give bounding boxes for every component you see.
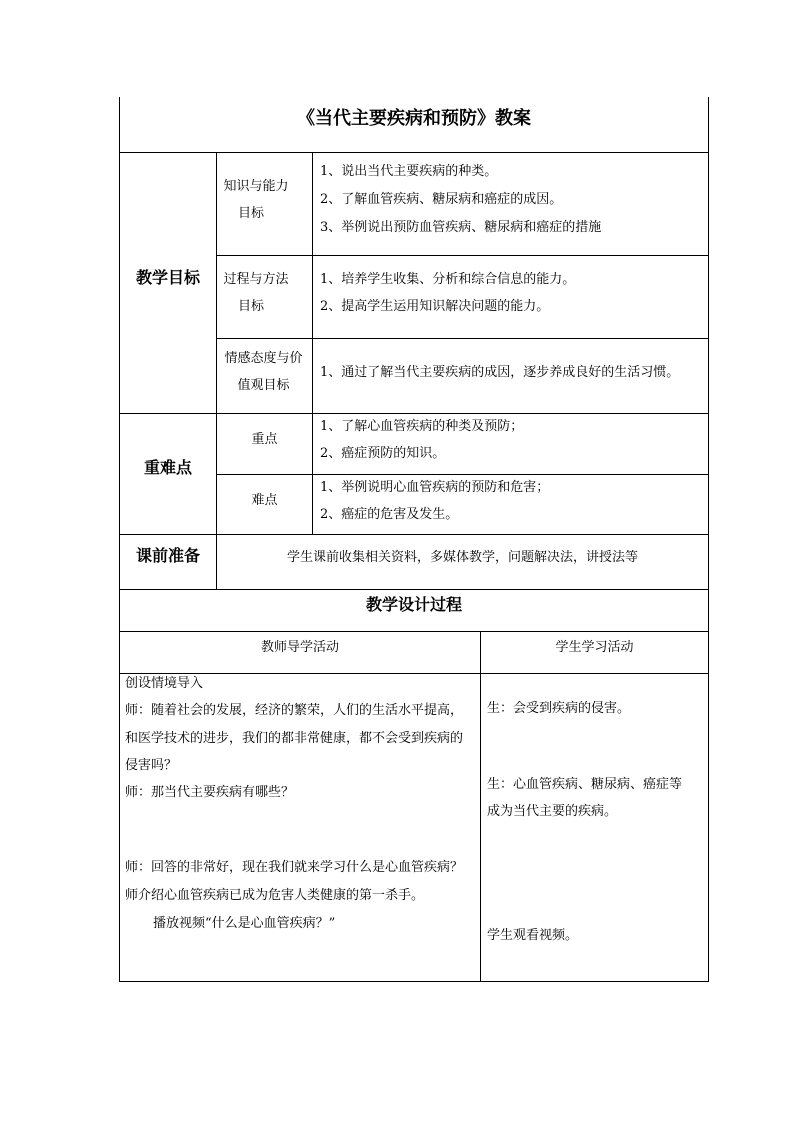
process-title: 教学设计过程 bbox=[365, 595, 462, 614]
objectives-section-label: 教学目标 bbox=[135, 268, 200, 287]
objective-item: 3、举例说出预防血管疾病、糖尿病和癌症的措施 bbox=[320, 220, 602, 235]
table-border bbox=[119, 631, 709, 632]
objective-item: 2、了解血管疾病、糖尿病和癌症的成因。 bbox=[320, 192, 563, 207]
doc-title: 《当代主要疾病和预防》教案 bbox=[297, 108, 531, 129]
objective-item: 1、通过了解当代主要疾病的成因，逐步养成良好的生活习惯。 bbox=[320, 365, 680, 380]
objective-item: 1、说出当代主要疾病的种类。 bbox=[320, 164, 498, 179]
objective-label-knowledge: 知识与能力 bbox=[223, 179, 289, 194]
table-border bbox=[480, 631, 481, 981]
objective-item: 1、培养学生收集、分析和综合信息的能力。 bbox=[320, 272, 576, 287]
keypoint-item: 1、了解心血管疾病的种类及预防； bbox=[320, 419, 524, 434]
table-border bbox=[119, 589, 709, 590]
table-border bbox=[216, 338, 709, 339]
student-line: 成为当代主要的疾病。 bbox=[487, 804, 618, 819]
student-line: 生：会受到疾病的侵害。 bbox=[487, 701, 631, 716]
table-border bbox=[216, 255, 709, 256]
objective-label-attitude: 值观目标 bbox=[237, 378, 290, 393]
table-border bbox=[119, 97, 120, 981]
objective-label-knowledge: 目标 bbox=[237, 206, 264, 221]
objective-label-process: 过程与方法 bbox=[223, 272, 289, 287]
teacher-line: 播放视频“什么是心血管疾病？” bbox=[153, 916, 336, 931]
table-border bbox=[119, 152, 709, 153]
keypoint-label-difficult: 难点 bbox=[251, 493, 278, 508]
keypoint-item: 2、癌症预防的知识。 bbox=[320, 446, 446, 461]
table-border bbox=[119, 534, 709, 535]
prep-text: 学生课前收集相关资料，多媒体教学，问题解决法，讲授法等 bbox=[286, 550, 638, 565]
teacher-column-header: 教师导学活动 bbox=[260, 640, 339, 655]
teacher-line: 侵害吗？ bbox=[125, 758, 178, 773]
keypoint-item: 1、举例说明心血管疾病的预防和危害； bbox=[320, 480, 550, 495]
teacher-line: 师：回答的非常好，现在我们就来学习什么是心血管疾病？ bbox=[125, 860, 464, 875]
table-border bbox=[119, 673, 709, 674]
prep-section-label: 课前准备 bbox=[135, 546, 200, 565]
teacher-line: 师介绍心血管疾病已成为危害人类健康的第一杀手。 bbox=[125, 888, 425, 903]
table-border bbox=[312, 152, 313, 534]
keypoint-item: 2、癌症的危害及发生。 bbox=[320, 507, 459, 522]
keypoints-section-label: 重难点 bbox=[143, 458, 192, 477]
student-line: 学生观看视频。 bbox=[487, 928, 579, 943]
table-border bbox=[708, 97, 709, 981]
objective-item: 2、提高学生运用知识解决问题的能力。 bbox=[320, 299, 550, 314]
teacher-line: 师：那当代主要疾病有哪些？ bbox=[125, 785, 295, 800]
student-line: 生：心血管疾病、糖尿病、癌症等 bbox=[487, 777, 683, 792]
teacher-line: 和医学技术的进步，我们的都非常健康，都不会受到疾病的 bbox=[125, 731, 464, 746]
keypoint-label-important: 重点 bbox=[251, 432, 278, 447]
objective-label-process: 目标 bbox=[237, 299, 264, 314]
table-border bbox=[119, 981, 709, 982]
objective-label-attitude: 情感态度与价 bbox=[224, 351, 303, 366]
student-column-header: 学生学习活动 bbox=[555, 640, 634, 655]
teacher-line: 师：随着社会的发展，经济的繁荣，人们的生活水平提高， bbox=[125, 703, 464, 718]
teacher-line: 创设情境导入 bbox=[125, 676, 204, 691]
